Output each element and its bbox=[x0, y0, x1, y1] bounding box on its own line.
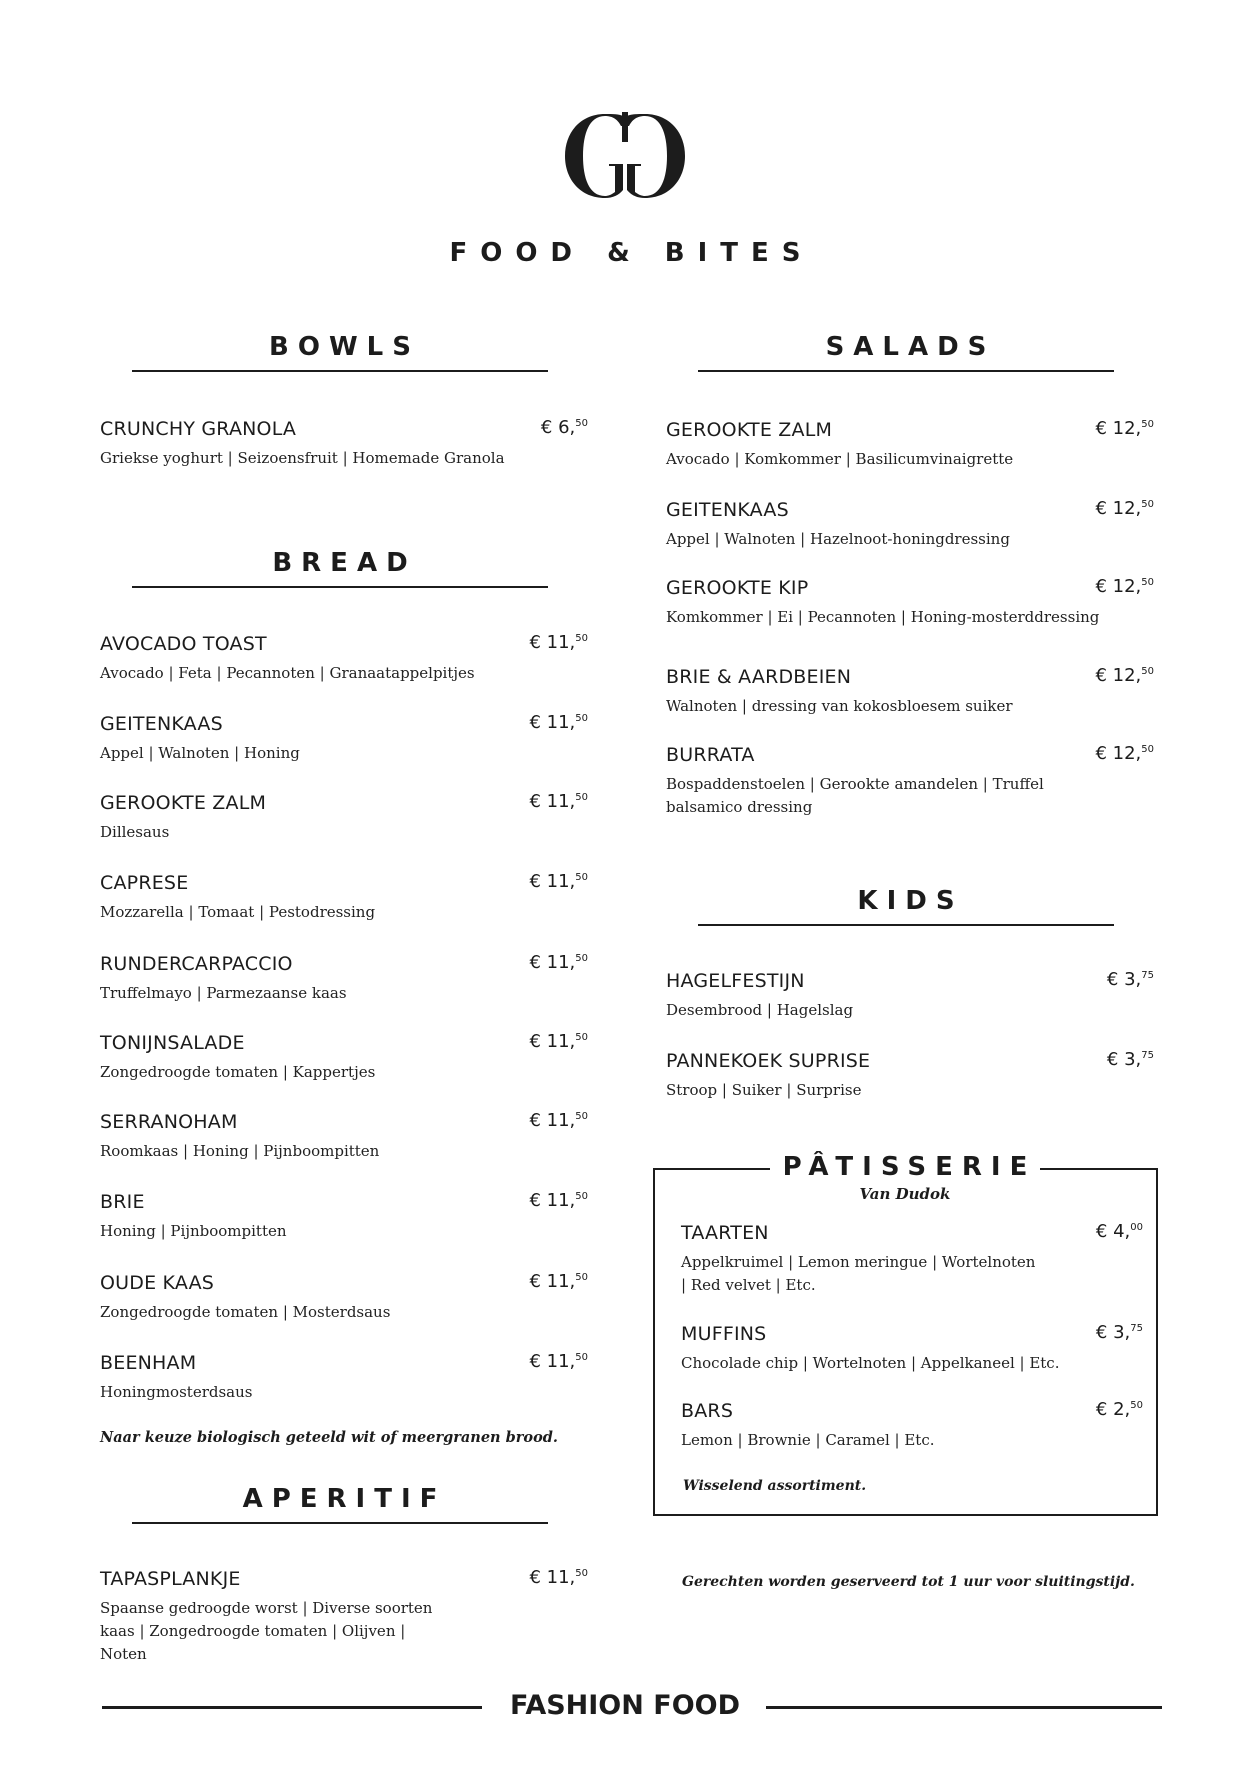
menu-item bbox=[681, 1323, 1143, 1375]
menu-item bbox=[666, 499, 1154, 551]
menu-item bbox=[100, 633, 588, 685]
menu-item bbox=[681, 1400, 1143, 1452]
item-name: GEITENKAAS bbox=[666, 499, 789, 521]
divider bbox=[132, 586, 548, 589]
item-price: € 3,75 bbox=[1106, 1049, 1154, 1070]
item-description: Zongedroogde tomaten | Mosterdsaus bbox=[100, 1303, 391, 1321]
footer-divider-right bbox=[766, 1706, 1162, 1709]
item-price: € 11,50 bbox=[529, 952, 588, 973]
item-name: TAARTEN bbox=[681, 1222, 769, 1244]
item-price: € 3,75 bbox=[1095, 1322, 1143, 1343]
item-price: € 11,50 bbox=[529, 1190, 588, 1211]
item-name: GEITENKAAS bbox=[100, 713, 223, 735]
item-name: PANNEKOEK SUPRISE bbox=[666, 1050, 871, 1072]
item-price: € 12,50 bbox=[1095, 498, 1154, 519]
menu-item bbox=[100, 1191, 588, 1243]
item-description: Appel | Walnoten | Honing bbox=[100, 744, 300, 762]
bread-note: Naar keuze biologisch geteeld wit of meergranen brood. bbox=[100, 1429, 558, 1446]
section-title: APERITIF bbox=[242, 1484, 447, 1514]
gg-monogram-logo-icon bbox=[563, 112, 687, 200]
item-price: € 12,50 bbox=[1095, 576, 1154, 597]
item-price: € 6,50 bbox=[540, 417, 588, 438]
item-name: BARS bbox=[681, 1400, 734, 1422]
item-price: € 3,75 bbox=[1106, 969, 1154, 990]
section-header-aperitif bbox=[132, 1484, 548, 1524]
item-description: Appel | Walnoten | Hazelnoot-honingdressing bbox=[666, 530, 1010, 548]
item-description: Honing | Pijnboompitten bbox=[100, 1222, 287, 1240]
item-description: Avocado | Komkommer | Basilicumvinaigrette bbox=[666, 450, 1014, 468]
item-description: Stroop | Suiker | Surprise bbox=[666, 1081, 862, 1099]
item-name: GEROOKTE ZALM bbox=[666, 419, 833, 441]
menu-item bbox=[666, 577, 1154, 629]
section-title: BREAD bbox=[272, 548, 417, 578]
item-description: Walnoten | dressing van kokosbloesem suiker bbox=[666, 697, 1013, 715]
menu-item bbox=[100, 713, 588, 765]
item-price: € 11,50 bbox=[529, 871, 588, 892]
menu-item bbox=[100, 872, 588, 924]
item-price: € 11,50 bbox=[529, 791, 588, 812]
item-name: TAPASPLANKJE bbox=[100, 1568, 241, 1590]
menu-item bbox=[100, 1032, 588, 1084]
item-price: € 12,50 bbox=[1095, 665, 1154, 686]
item-description: Spaanse gedroogde worst | Diverse soorten kaas | Zongedroogde tomaten | Olijven | Noten bbox=[100, 1599, 433, 1663]
item-name: BURRATA bbox=[666, 744, 755, 766]
item-description: Bospaddenstoelen | Gerookte amandelen | Truffel balsamico dressing bbox=[666, 775, 1044, 816]
item-name: RUNDERCARPACCIO bbox=[100, 953, 293, 975]
item-description: Appelkruimel | Lemon meringue | Wortelnoten | Red velvet | Etc. bbox=[681, 1253, 1036, 1294]
item-description: Mozzarella | Tomaat | Pestodressing bbox=[100, 903, 376, 921]
menu-item bbox=[666, 1050, 1154, 1102]
menu-item bbox=[100, 1352, 588, 1404]
patisserie-subtitle: Van Dudok bbox=[859, 1185, 951, 1203]
divider bbox=[132, 370, 548, 373]
item-description: Dillesaus bbox=[100, 823, 170, 841]
menu-item bbox=[666, 666, 1154, 718]
item-description: Honingmosterdsaus bbox=[100, 1383, 253, 1401]
item-name: CRUNCHY GRANOLA bbox=[100, 418, 297, 440]
item-name: BEENHAM bbox=[100, 1352, 197, 1374]
item-name: MUFFINS bbox=[681, 1323, 767, 1345]
item-price: € 11,50 bbox=[529, 1271, 588, 1292]
item-price: € 12,50 bbox=[1095, 743, 1154, 764]
section-title: BOWLS bbox=[269, 332, 420, 362]
menu-item bbox=[100, 953, 588, 1005]
section-title: KIDS bbox=[857, 886, 964, 916]
menu-item bbox=[100, 1111, 588, 1163]
footer-title: FASHION FOOD bbox=[509, 1690, 741, 1721]
item-name: CAPRESE bbox=[100, 872, 189, 894]
item-name: TONIJNSALADE bbox=[100, 1032, 245, 1054]
menu-item bbox=[100, 792, 588, 844]
menu-item bbox=[666, 744, 1154, 819]
section-header-salads bbox=[698, 332, 1114, 372]
item-name: OUDE KAAS bbox=[100, 1272, 215, 1294]
section-header-kids bbox=[698, 886, 1114, 926]
item-name: BRIE & AARDBEIEN bbox=[666, 666, 852, 688]
item-description: Griekse yoghurt | Seizoensfruit | Homemade Granola bbox=[100, 449, 505, 467]
item-price: € 4,00 bbox=[1095, 1221, 1143, 1242]
menu-item bbox=[666, 970, 1154, 1022]
item-name: HAGELFESTIJN bbox=[666, 970, 805, 992]
item-description: Lemon | Brownie | Caramel | Etc. bbox=[681, 1431, 935, 1449]
item-name: BRIE bbox=[100, 1191, 145, 1213]
item-name: AVOCADO TOAST bbox=[100, 633, 267, 655]
item-description: Chocolade chip | Wortelnoten | Appelkaneel | Etc. bbox=[681, 1354, 1060, 1372]
item-description: Komkommer | Ei | Pecannoten | Honing-mosterddressing bbox=[666, 608, 1100, 626]
menu-item bbox=[681, 1222, 1143, 1297]
menu-item bbox=[100, 1568, 588, 1666]
service-note: Gerechten worden geserveerd tot 1 uur voor sluitingstijd. bbox=[682, 1574, 1135, 1590]
item-description: Truffelmayo | Parmezaanse kaas bbox=[100, 984, 347, 1002]
divider bbox=[132, 1522, 548, 1525]
section-title: SALADS bbox=[825, 332, 996, 362]
divider bbox=[698, 370, 1114, 373]
section-header-bowls bbox=[132, 332, 548, 372]
patisserie-note: Wisselend assortiment. bbox=[683, 1478, 867, 1494]
item-name: SERRANOHAM bbox=[100, 1111, 238, 1133]
item-description: Avocado | Feta | Pecannoten | Granaatappelpitjes bbox=[100, 664, 475, 682]
item-description: Roomkaas | Honing | Pijnboompitten bbox=[100, 1142, 380, 1160]
item-price: € 11,50 bbox=[529, 1351, 588, 1372]
menu-item bbox=[100, 418, 588, 470]
item-price: € 11,50 bbox=[529, 1110, 588, 1131]
item-description: Zongedroogde tomaten | Kappertjes bbox=[100, 1063, 376, 1081]
section-header-bread bbox=[132, 548, 548, 588]
menu-item bbox=[666, 419, 1154, 471]
item-price: € 11,50 bbox=[529, 1567, 588, 1588]
item-description: Desembrood | Hagelslag bbox=[666, 1001, 854, 1019]
menu-item bbox=[100, 1272, 588, 1324]
divider bbox=[698, 924, 1114, 927]
item-name: GEROOKTE ZALM bbox=[100, 792, 267, 814]
item-price: € 11,50 bbox=[529, 632, 588, 653]
footer-divider-left bbox=[102, 1706, 482, 1709]
item-price: € 2,50 bbox=[1095, 1399, 1143, 1420]
section-title-patisserie: PÂTISSERIE bbox=[770, 1152, 1040, 1182]
page-title: FOOD & BITES bbox=[449, 238, 814, 268]
item-name: GEROOKTE KIP bbox=[666, 577, 809, 599]
item-price: € 11,50 bbox=[529, 712, 588, 733]
item-price: € 12,50 bbox=[1095, 418, 1154, 439]
item-price: € 11,50 bbox=[529, 1031, 588, 1052]
